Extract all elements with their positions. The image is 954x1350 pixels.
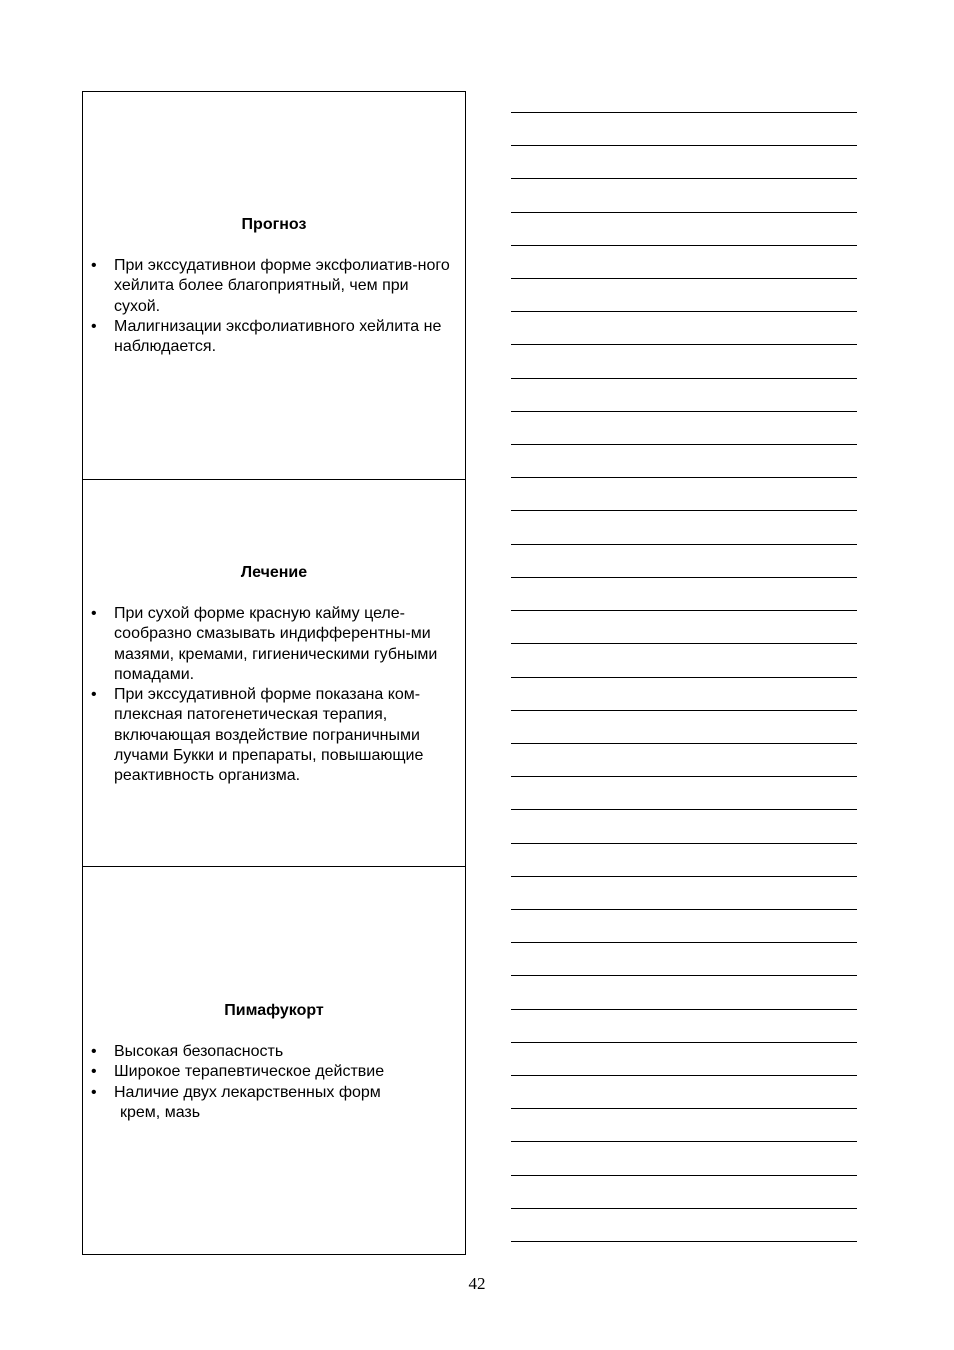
note-line [511, 776, 857, 777]
page-number: 42 [468, 1274, 486, 1293]
note-line [511, 112, 857, 113]
note-line [511, 643, 857, 644]
bullet-continuation: крем, мазь [120, 1103, 201, 1121]
bullet-item: • Широкое терапевтическое действие [91, 1062, 459, 1082]
note-line [511, 411, 857, 412]
slide-title: Прогноз [241, 216, 307, 233]
slide-treatment [83, 479, 465, 866]
note-line [511, 942, 857, 943]
note-line [511, 145, 857, 146]
slide-title: Пимафукорт [224, 1002, 324, 1019]
note-line [511, 1075, 857, 1076]
note-line [511, 909, 857, 910]
slide-title: Лечение [240, 564, 308, 581]
note-line [511, 378, 857, 379]
bullet-item: • Высокая безопасность [91, 1042, 459, 1062]
note-line [511, 876, 857, 877]
bullet-item: • При экссудативной форме показана ком-плексная патогенетическая терапия, включающая воздействие пограничными лучами Букки и препараты, повышающие реактивность организма. [91, 685, 459, 786]
note-line [511, 677, 857, 678]
note-line [511, 1141, 857, 1142]
note-line [511, 278, 857, 279]
note-line [511, 1175, 857, 1176]
notes-lines [511, 0, 857, 1250]
note-line [511, 809, 857, 810]
note-line [511, 577, 857, 578]
bullet-item: • При сухой форме красную кайму целе-сообразно смазывать индифферентны-ми мазями, кремами, гигиеническими губными помадами. [91, 604, 459, 685]
note-line [511, 1241, 857, 1242]
bullet-list [91, 604, 459, 787]
bullet-item: • Наличие двух лекарственных форм [91, 1083, 459, 1103]
bullet-item: • При экссудативнои форме эксфолиатив-ного хейлита более благоприятный, чем при сухой. [91, 256, 459, 317]
note-line [511, 245, 857, 246]
note-line [511, 444, 857, 445]
note-line [511, 178, 857, 179]
note-line [511, 1208, 857, 1209]
note-line [511, 610, 857, 611]
note-line [511, 311, 857, 312]
slide-prognosis [83, 92, 465, 479]
note-line [511, 544, 857, 545]
bullet-list [91, 1042, 459, 1123]
bullet-item: • Малигнизации эксфолиативного хейлита не наблюдается. [91, 317, 459, 358]
note-line [511, 1042, 857, 1043]
note-line [511, 710, 857, 711]
bullet-list [91, 256, 459, 357]
slide-panel [82, 91, 466, 1255]
slide-pimafucort [83, 866, 465, 1253]
note-line [511, 1009, 857, 1010]
note-line [511, 344, 857, 345]
note-line [511, 510, 857, 511]
note-line [511, 743, 857, 744]
note-line [511, 975, 857, 976]
note-line [511, 477, 857, 478]
note-line [511, 1108, 857, 1109]
note-line [511, 843, 857, 844]
note-line [511, 212, 857, 213]
